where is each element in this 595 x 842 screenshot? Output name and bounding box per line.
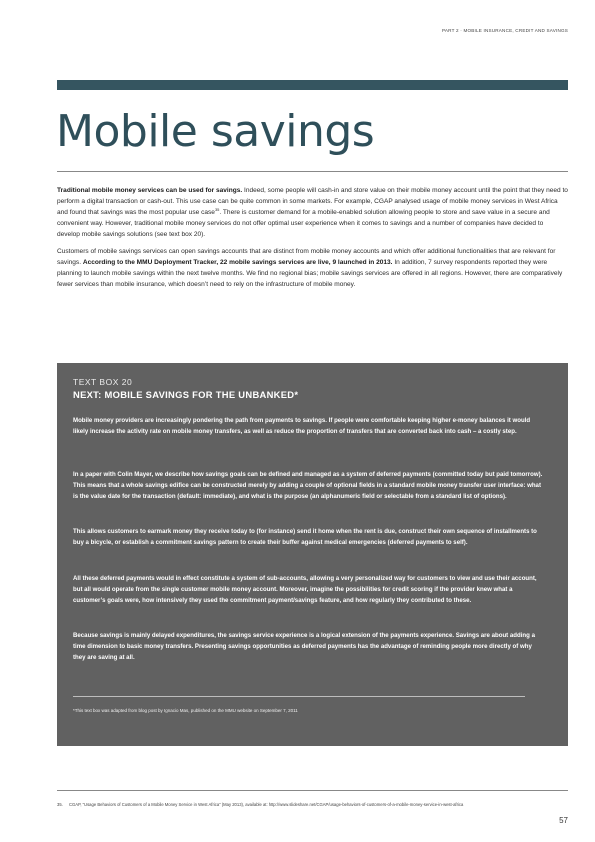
footnote-reference[interactable]: 35	[214, 207, 220, 213]
footnote-text[interactable]: CGAP, “Usage Behaviors of Customers of a Mobile Money Service in West Africa” (May 2013), available at: http://www.slideshare.net/CGAP/usage-behaviors-of-customers-of-a-mobile-money-service-in-west-africa	[69, 802, 464, 807]
text-box-paragraph: In a paper with Colin Mayer, we describe how savings goals can be defined and managed as a system of deferred payments (committed today but paid tomorrow). This means that a whole savings edifice can be constructed merely by adding a couple of optional fields in a standard mobile money transfer user interface: what is the value date for the transaction (default: immediate), and what is the purpose (an alphanumeric field or selectable from a standard list of options).	[73, 471, 543, 501]
intro-paragraph-2-highlight: According to the MMU Deployment Tracker, 22 mobile savings services are live, 9 launched in 2013.	[82, 259, 393, 267]
intro-paragraph-2-text-a: Customers of mobile savings services can open savings accounts that are distinct from mobile money accounts and which offer additional functionalities that are relevant for savings.	[57, 248, 556, 267]
text-box-label: TEXT BOX 20	[73, 377, 133, 387]
footnote-divider	[57, 790, 568, 791]
text-box-paragraph: Mobile money providers are increasingly pondering the path from payments to savings. If people were comfortable keeping higher e-money balances it would likely increase the activity rate on mobile money transfers, as well as reduce the proportion of transfers that are converted back into cash – a costly step.	[73, 417, 531, 436]
title-divider	[57, 171, 568, 172]
text-box-paragraph: Because savings is mainly delayed expenditures, the savings service experience is a logical extension of the payments experience. Savings are about adding a time dimension to basic money transfers. Presenting savings opportunities as deferred payments has the advantage of reminding people more directly of why they are saving at all.	[73, 632, 535, 662]
text-box-source-note: *This text box was adapted from blog post by Ignacio Mas, published on the MMU website on September 7, 2011	[73, 708, 298, 713]
running-header: PART 2 · MOBILE INSURANCE, CREDIT AND SAVINGS	[442, 28, 568, 33]
intro-paragraph-2-text-b: In addition, 7 survey respondents reported they were planning to launch mobile savings within the next twelve months. We find no regional bias; mobile savings services are offered in all regions. However, there are comparatively fewer services than mobile insurance, which doesn’t need to rely on the infrastructure of mobile money.	[57, 259, 563, 289]
intro-paragraph-2	[57, 246, 568, 290]
page-title: Mobile savings	[56, 106, 375, 157]
text-box-paragraph: All these deferred payments would in effect constitute a system of sub-accounts, allowing a very personalized way for customers to view and use their account, but all would operate from the single customer mobile money account. Moreover, imagine the possibilities for credit scoring if the provider knew what a customer’s goals were, how intensively they used the commitment payment/savings feature, and how regularly they contributed to these.	[73, 575, 537, 605]
intro-paragraph-1-text-b: . There is customer demand for a mobile-enabled solution allowing people to store and save value in a secure and convenient way. However, traditional mobile money services do not offer optimal user experience when it comes to savings and a number of companies have decided to develop mobile savings solutions (see text box 20).	[57, 209, 550, 239]
intro-paragraph-1-text-a: Indeed, some people will cash-in and store value on their mobile money account until the point that they need to perform a digital transaction or cash-out. This use case can be quite common in some markets. For example, CGAP analysed usage of mobile money services in West Africa and found that savings was the most popular use case	[57, 187, 568, 217]
text-box-paragraph: This allows customers to earmark money they receive today to (for instance) send it home when the rent is due, construct their own sequence of installments to buy a bicycle, or establish a commitment savings pattern to create their buffer against medical emergencies (deferred payments to self).	[73, 528, 537, 547]
text-box-title: NEXT: MOBILE SAVINGS FOR THE UNBANKED*	[73, 389, 299, 400]
text-box-divider	[73, 696, 525, 697]
intro-paragraph-1	[57, 185, 568, 240]
intro-lead-sentence: Traditional mobile money services can be used for savings.	[57, 187, 243, 194]
text-box-20	[57, 363, 568, 746]
title-bar	[57, 80, 568, 90]
footnote-number: 35.	[57, 802, 63, 807]
page-number: 57	[559, 816, 568, 825]
footnote	[57, 802, 568, 807]
